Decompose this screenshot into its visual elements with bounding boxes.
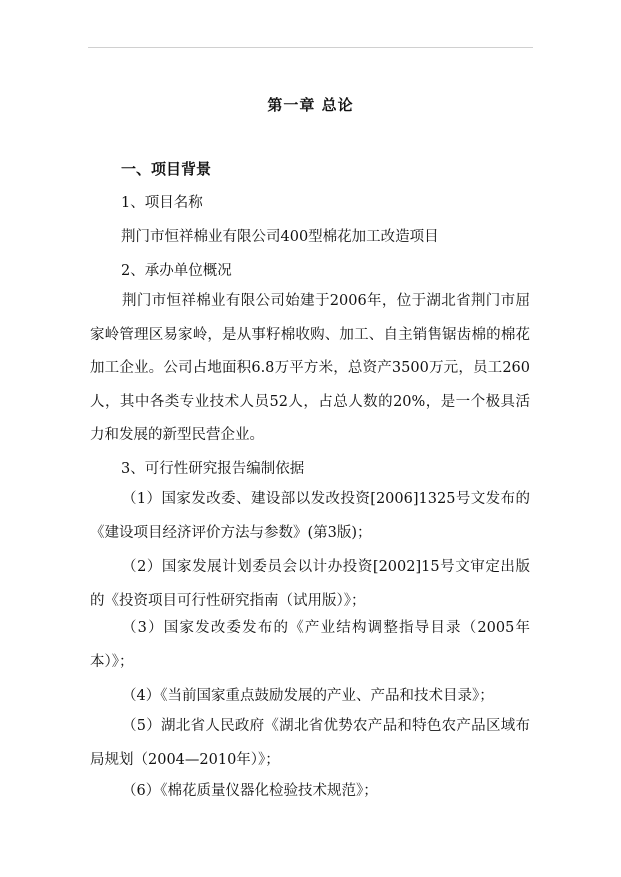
- item1-label: 1、项目名称: [121, 195, 203, 211]
- basis-item-1: （1）国家发改委、建设部以发改投资[2006]1325号文发布的《建设项目经济评价方法与参数》(第3版)；: [90, 491, 530, 541]
- basis-item-5: （5）湖北省人民政府《湖北省优势农产品和特色农产品区域布局规划（2004—2010年）》；: [90, 718, 530, 768]
- basis-item-2: （2）国家发展计划委员会以计办投资[2002]15号文审定出版的《投资项目可行性研究指南（试用版）》；: [90, 559, 530, 609]
- basis-item-6: （6）《棉花质量仪器化检验技术规范》；: [122, 783, 378, 799]
- header-rule: [88, 47, 533, 48]
- item2-label: 2、承办单位概况: [121, 263, 232, 279]
- basis-item-3: （3）国家发改委发布的《产业结构调整指导目录（2005年本）》；: [90, 620, 530, 670]
- project-name: 荆门市恒祥棉业有限公司400型棉花加工改造项目: [121, 229, 439, 245]
- chapter-title: 第一章 总论: [267, 96, 354, 114]
- basis-item-4: （4）《当前国家重点鼓励发展的产业、产品和技术目录》；: [122, 688, 494, 704]
- company-overview-paragraph: 荆门市恒祥棉业有限公司始建于2006年，位于湖北省荆门市屈家岭管理区易家岭，是从事籽棉收购、加工、自主销售锯齿棉的棉花加工企业。公司占地面积6.8万平方米，总资产3500万元，员工260人，其中各类专业技术人员52人，占总人数的20%，是一个极具活力和发展的新型民营企业。: [90, 293, 530, 443]
- item3-label: 3、可行性研究报告编制依据: [121, 461, 305, 477]
- section-heading: 一、项目背景: [121, 160, 212, 178]
